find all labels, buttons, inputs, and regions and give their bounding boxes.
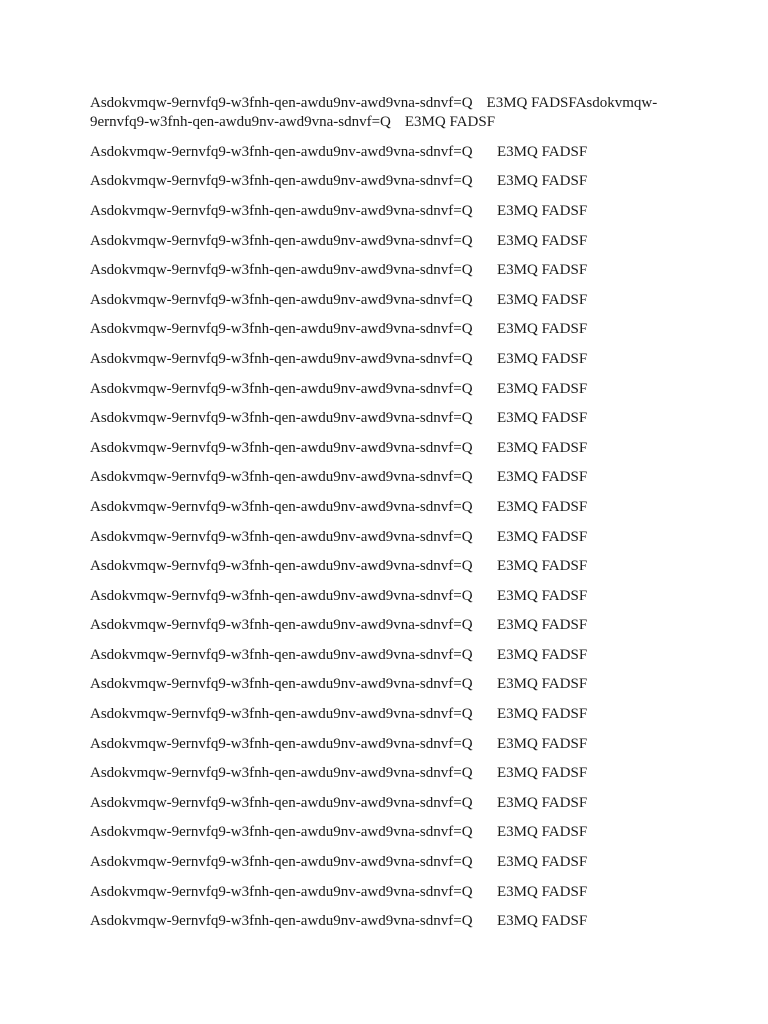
line-left-text: Asdokvmqw-9ernvfq9-w3fnh-qen-awdu9nv-awd9vna-sdnvf=Q	[90, 824, 473, 841]
line-left-text: Asdokvmqw-9ernvfq9-w3fnh-qen-awdu9nv-awd9vna-sdnvf=Q	[90, 646, 473, 663]
line-right-text: E3MQ FADSF	[497, 706, 588, 723]
first-paragraph-part3: E3MQ FADSF	[404, 114, 496, 130]
paragraph-line	[90, 794, 680, 813]
line-left-text: Asdokvmqw-9ernvfq9-w3fnh-qen-awdu9nv-awd9vna-sdnvf=Q	[90, 202, 473, 219]
paragraph-line	[90, 380, 680, 399]
line-right-text: E3MQ FADSF	[497, 913, 588, 930]
line-left-text: Asdokvmqw-9ernvfq9-w3fnh-qen-awdu9nv-awd9vna-sdnvf=Q	[90, 498, 473, 515]
line-right-text: E3MQ FADSF	[497, 469, 588, 486]
line-left-text: Asdokvmqw-9ernvfq9-w3fnh-qen-awdu9nv-awd9vna-sdnvf=Q	[90, 291, 473, 308]
paragraph-line	[90, 764, 680, 783]
paragraph-line	[90, 320, 680, 339]
line-left-text: Asdokvmqw-9ernvfq9-w3fnh-qen-awdu9nv-awd9vna-sdnvf=Q	[90, 854, 473, 871]
line-left-text: Asdokvmqw-9ernvfq9-w3fnh-qen-awdu9nv-awd9vna-sdnvf=Q	[90, 469, 473, 486]
line-left-text: Asdokvmqw-9ernvfq9-w3fnh-qen-awdu9nv-awd9vna-sdnvf=Q	[90, 380, 473, 397]
line-left-text: Asdokvmqw-9ernvfq9-w3fnh-qen-awdu9nv-awd9vna-sdnvf=Q	[90, 676, 473, 693]
line-left-text: Asdokvmqw-9ernvfq9-w3fnh-qen-awdu9nv-awd9vna-sdnvf=Q	[90, 913, 473, 930]
line-right-text: E3MQ FADSF	[497, 765, 588, 782]
line-list	[90, 143, 680, 931]
line-right-text: E3MQ FADSF	[497, 380, 588, 397]
line-left-text: Asdokvmqw-9ernvfq9-w3fnh-qen-awdu9nv-awd9vna-sdnvf=Q	[90, 173, 473, 190]
line-left-text: Asdokvmqw-9ernvfq9-w3fnh-qen-awdu9nv-awd9vna-sdnvf=Q	[90, 262, 473, 279]
paragraph-line	[90, 705, 680, 724]
line-left-text: Asdokvmqw-9ernvfq9-w3fnh-qen-awdu9nv-awd9vna-sdnvf=Q	[90, 410, 473, 427]
line-right-text: E3MQ FADSF	[497, 262, 588, 279]
line-right-text: E3MQ FADSF	[497, 410, 588, 427]
line-left-text: Asdokvmqw-9ernvfq9-w3fnh-qen-awdu9nv-awd9vna-sdnvf=Q	[90, 558, 473, 575]
line-left-text: Asdokvmqw-9ernvfq9-w3fnh-qen-awdu9nv-awd9vna-sdnvf=Q	[90, 439, 473, 456]
paragraph-line	[90, 468, 680, 487]
paragraph-line	[90, 232, 680, 251]
line-right-text: E3MQ FADSF	[497, 528, 588, 545]
paragraph-line	[90, 528, 680, 547]
line-left-text: Asdokvmqw-9ernvfq9-w3fnh-qen-awdu9nv-awd9vna-sdnvf=Q	[90, 617, 473, 634]
line-right-text: E3MQ FADSF	[497, 498, 588, 515]
paragraph-line	[90, 823, 680, 842]
paragraph-line	[90, 587, 680, 606]
paragraph-line	[90, 735, 680, 754]
line-left-text: Asdokvmqw-9ernvfq9-w3fnh-qen-awdu9nv-awd9vna-sdnvf=Q	[90, 587, 473, 604]
paragraph-line	[90, 350, 680, 369]
line-right-text: E3MQ FADSF	[497, 439, 588, 456]
paragraph-line	[90, 202, 680, 221]
line-right-text: E3MQ FADSF	[497, 558, 588, 575]
paragraph-line	[90, 853, 680, 872]
line-right-text: E3MQ FADSF	[497, 232, 588, 249]
first-paragraph	[90, 94, 680, 132]
line-left-text: Asdokvmqw-9ernvfq9-w3fnh-qen-awdu9nv-awd9vna-sdnvf=Q	[90, 765, 473, 782]
paragraph-line	[90, 261, 680, 280]
line-left-text: Asdokvmqw-9ernvfq9-w3fnh-qen-awdu9nv-awd9vna-sdnvf=Q	[90, 883, 473, 900]
line-right-text: E3MQ FADSF	[497, 646, 588, 663]
paragraph-line	[90, 172, 680, 191]
paragraph-line	[90, 291, 680, 310]
line-right-text: E3MQ FADSF	[497, 735, 588, 752]
line-right-text: E3MQ FADSF	[497, 350, 588, 367]
paragraph-line	[90, 912, 680, 931]
line-left-text: Asdokvmqw-9ernvfq9-w3fnh-qen-awdu9nv-awd9vna-sdnvf=Q	[90, 794, 473, 811]
line-right-text: E3MQ FADSF	[497, 824, 588, 841]
paragraph-line	[90, 616, 680, 635]
paragraph-line	[90, 883, 680, 902]
line-right-text: E3MQ FADSF	[497, 202, 588, 219]
paragraph-line	[90, 675, 680, 694]
line-right-text: E3MQ FADSF	[497, 173, 588, 190]
paragraph-line	[90, 143, 680, 162]
line-right-text: E3MQ FADSF	[497, 854, 588, 871]
paragraph-line	[90, 557, 680, 576]
line-right-text: E3MQ FADSF	[497, 291, 588, 308]
line-left-text: Asdokvmqw-9ernvfq9-w3fnh-qen-awdu9nv-awd9vna-sdnvf=Q	[90, 706, 473, 723]
line-left-text: Asdokvmqw-9ernvfq9-w3fnh-qen-awdu9nv-awd9vna-sdnvf=Q	[90, 350, 473, 367]
line-right-text: E3MQ FADSF	[497, 883, 588, 900]
line-right-text: E3MQ FADSF	[497, 676, 588, 693]
line-right-text: E3MQ FADSF	[497, 321, 588, 338]
paragraph-line	[90, 409, 680, 428]
line-left-text: Asdokvmqw-9ernvfq9-w3fnh-qen-awdu9nv-awd9vna-sdnvf=Q	[90, 321, 473, 338]
paragraph-line	[90, 439, 680, 458]
line-left-text: Asdokvmqw-9ernvfq9-w3fnh-qen-awdu9nv-awd9vna-sdnvf=Q	[90, 232, 473, 249]
line-left-text: Asdokvmqw-9ernvfq9-w3fnh-qen-awdu9nv-awd9vna-sdnvf=Q	[90, 143, 473, 160]
first-paragraph-part1: Asdokvmqw-9ernvfq9-w3fnh-qen-awdu9nv-awd9vna-sdnvf=Q	[90, 95, 473, 111]
paragraph-line	[90, 498, 680, 517]
line-right-text: E3MQ FADSF	[497, 587, 588, 604]
first-paragraph-part2: E3MQ FADSFAsdokvmqw-9ernvfq9-w3fnh-qen-awdu9nv-awd9vna-sdnvf=Q	[90, 95, 658, 130]
line-right-text: E3MQ FADSF	[497, 794, 588, 811]
paragraph-line	[90, 646, 680, 665]
line-right-text: E3MQ FADSF	[497, 617, 588, 634]
line-right-text: E3MQ FADSF	[497, 143, 588, 160]
document-body	[90, 94, 680, 942]
line-left-text: Asdokvmqw-9ernvfq9-w3fnh-qen-awdu9nv-awd9vna-sdnvf=Q	[90, 735, 473, 752]
line-left-text: Asdokvmqw-9ernvfq9-w3fnh-qen-awdu9nv-awd9vna-sdnvf=Q	[90, 528, 473, 545]
